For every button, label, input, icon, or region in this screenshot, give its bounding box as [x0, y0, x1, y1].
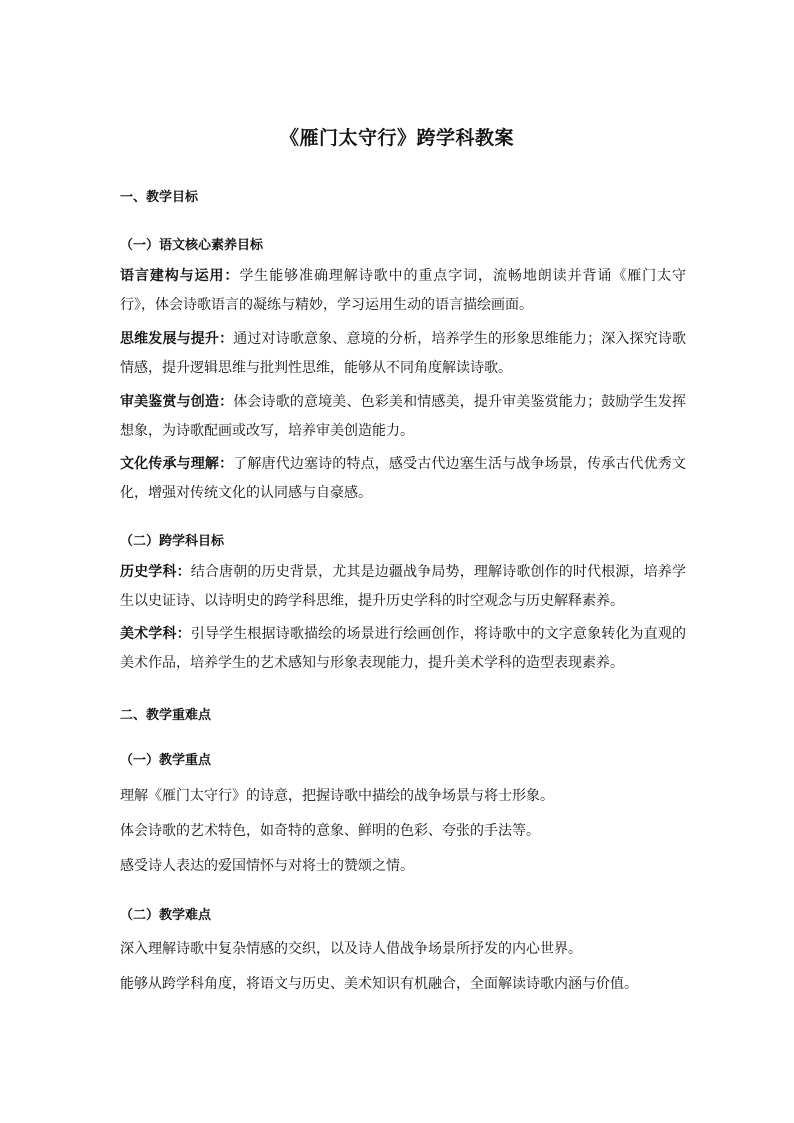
paragraph-culture: [120, 450, 686, 508]
paragraph-text: 结合唐朝的历史背景，尤其是边疆战争局势，理解诗歌创作的时代根源，培养学生以史证诗、以诗明史的跨学科思维，提升历史学科的时空观念与历史解释素养。: [120, 564, 687, 609]
paragraph-language: [120, 262, 686, 320]
paragraph-art: [120, 620, 686, 678]
paragraph-text: 体会诗歌的意境美、色彩美和情感美，提升审美鉴赏能力；鼓励学生发挥想象，为诗歌配画或改写，培养审美创造能力。: [120, 394, 687, 439]
paragraph-text: 引导学生根据诗歌描绘的场景进行绘画创作，将诗歌中的文字意象转化为直观的美术作品，培养学生的艺术感知与形象表现能力，提升美术学科的造型表现素养。: [120, 626, 687, 671]
paragraph-lead: 语言建构与运用：: [120, 268, 240, 284]
subsection-heading-difficulty: （二）教学难点: [120, 908, 212, 923]
paragraph-lead: 历史学科：: [120, 564, 191, 580]
focus-line: 感受诗人表达的爱国情怀与对将士的赞颂之情。: [120, 858, 414, 874]
section-heading-key-points: 二、教学重难点: [120, 708, 212, 723]
difficulty-line: 深入理解诗歌中复杂情感的交织，以及诗人借战争场景所抒发的内心世界。: [120, 941, 582, 957]
difficulty-line: 能够从跨学科角度，将语文与历史、美术知识有机融合，全面解读诗歌内涵与价值。: [120, 976, 638, 992]
subsection-heading-focus: （一）教学重点: [120, 753, 212, 768]
paragraph-text: 了解唐代边塞诗的特点，感受古代边塞生活与战争场景，传承古代优秀文化，增强对传统文化的认同感与自豪感。: [120, 456, 687, 501]
document-title: 《雁门太守行》跨学科教案: [279, 127, 514, 149]
subsection-heading-interdisciplinary: （二）跨学科目标: [120, 534, 225, 549]
focus-line: 理解《雁门太守行》的诗意，把握诗歌中描绘的战争场景与将士形象。: [120, 788, 554, 804]
focus-line: 体会诗歌的艺术特色，如奇特的意象、鲜明的色彩、夸张的手法等。: [120, 823, 540, 839]
paragraph-lead: 审美鉴赏与创造：: [120, 394, 234, 410]
subsection-heading-literacy: （一）语文核心素养目标: [120, 238, 264, 253]
paragraph-text: 学生能够准确理解诗歌中的重点字词，流畅地朗读并背诵《雁门太守行》，体会诗歌语言的凝练与精妙，学习运用生动的语言描绘画面。: [120, 268, 687, 313]
paragraph-text: 通过对诗歌意象、意境的分析，培养学生的形象思维能力；深入探究诗歌情感，提升逻辑思维与批判性思维，能够从不同角度解读诗歌。: [120, 331, 687, 376]
paragraph-history: [120, 558, 686, 616]
section-heading-objectives: 一、教学目标: [120, 190, 199, 205]
paragraph-aesthetics: [120, 388, 686, 446]
paragraph-lead: 美术学科：: [120, 626, 191, 642]
paragraph-lead: 思维发展与提升：: [120, 331, 234, 347]
paragraph-lead: 文化传承与理解：: [120, 456, 234, 472]
paragraph-thinking: [120, 325, 686, 383]
